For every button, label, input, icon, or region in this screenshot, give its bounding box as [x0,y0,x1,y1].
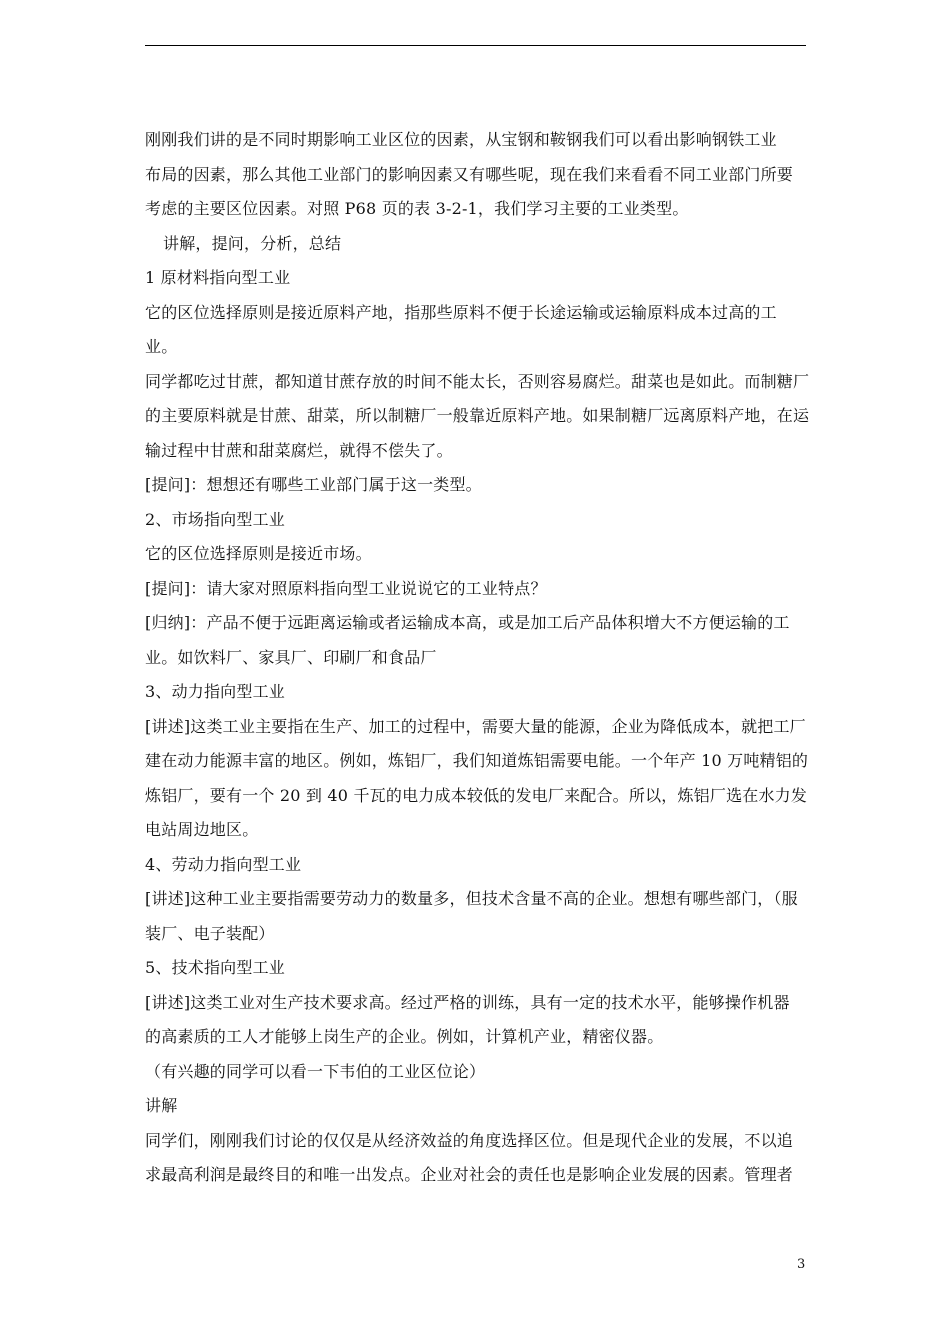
text-line: 同学都吃过甘蔗，都知道甘蔗存放的时间不能太长，否则容易腐烂。甜菜也是如此。而制糖厂 [145,371,810,391]
section-heading: 3、动力指向型工业 [145,682,285,701]
section-heading: 1 原材料指向型工业 [145,268,291,287]
header-rule [145,45,806,46]
section-heading: 4、劳动力指向型工业 [145,854,302,874]
text-line: 建在动力能源丰富的地区。例如，炼铝厂，我们知道炼铝需要电能。一个年产 10 万吨精铝的 [145,751,809,770]
text-line: 它的区位选择原则是接近原料产地，指那些原料不便于长途运输或运输原料成本过高的工 [145,302,777,322]
text-line: 的主要原料就是甘蔗、甜菜，所以制糖厂一般靠近原料产地。如果制糖厂远离原料产地，在运 [145,406,810,425]
text-line: 刚刚我们讲的是不同时期影响工业区位的因素，从宝钢和鞍钢我们可以看出影响钢铁工业 [145,130,777,149]
text-line: [讲述]这类工业主要指在生产、加工的过程中，需要大量的能源，企业为降低成本，就把工厂 [145,716,806,736]
text-line: 输过程中甘蔗和甜菜腐烂，就得不偿失了。 [145,440,453,460]
text-line: [提问]：想想还有哪些工业部门属于这一类型。 [145,475,482,494]
text-line: 业。 [145,337,178,356]
text-line: [讲述]这种工业主要指需要劳动力的数量多，但技术含量不高的企业。想想有哪些部门，（服 [145,889,798,908]
text-line: 考虑的主要区位因素。对照 P68 页的表 3-2-1，我们学习主要的工业类型。 [145,199,689,218]
text-line: [归纳]：产品不便于远距离运输或者运输成本高，或是加工后产品体积增大不方便运输的工 [145,613,790,632]
text-line: （有兴趣的同学可以看一下韦伯的工业区位论） [145,1061,486,1081]
text-line: 讲解，提问，分析，总结 [163,233,342,253]
text-line: 讲解 [145,1096,178,1115]
page-number: 3 [797,1257,806,1272]
text-line: 求最高利润是最终目的和唯一出发点。企业对社会的责任也是影响企业发展的因素。管理者 [145,1165,794,1184]
text-line: 业。如饮料厂、家具厂、印刷厂和食品厂 [145,647,437,667]
text-line: 炼铝厂，要有一个 20 到 40 千瓦的电力成本较低的发电厂来配合。所以，炼铝厂选在水力发 [145,785,808,805]
text-line: 同学们，刚刚我们讨论的仅仅是从经济效益的角度选择区位。但是现代企业的发展，不以追 [145,1130,794,1150]
section-heading: 2、市场指向型工业 [145,509,285,529]
text-line: 的高素质的工人才能够上岗生产的企业。例如，计算机产业，精密仪器。 [145,1027,664,1046]
text-line: [讲述]这类工业对生产技术要求高。经过严格的训练，具有一定的技术水平，能够操作机器 [145,992,790,1012]
text-line: 装厂、电子装配） [145,923,275,943]
section-heading: 5、技术指向型工业 [145,958,285,977]
text-line: 电站周边地区。 [145,820,259,839]
document-body [145,123,808,1193]
text-line: 布局的因素，那么其他工业部门的影响因素又有哪些呢，现在我们来看看不同工业部门所要 [145,164,794,184]
text-line: 它的区位选择原则是接近市场。 [145,544,372,563]
text-line: [提问]：请大家对照原料指向型工业说说它的工业特点？ [145,578,547,598]
